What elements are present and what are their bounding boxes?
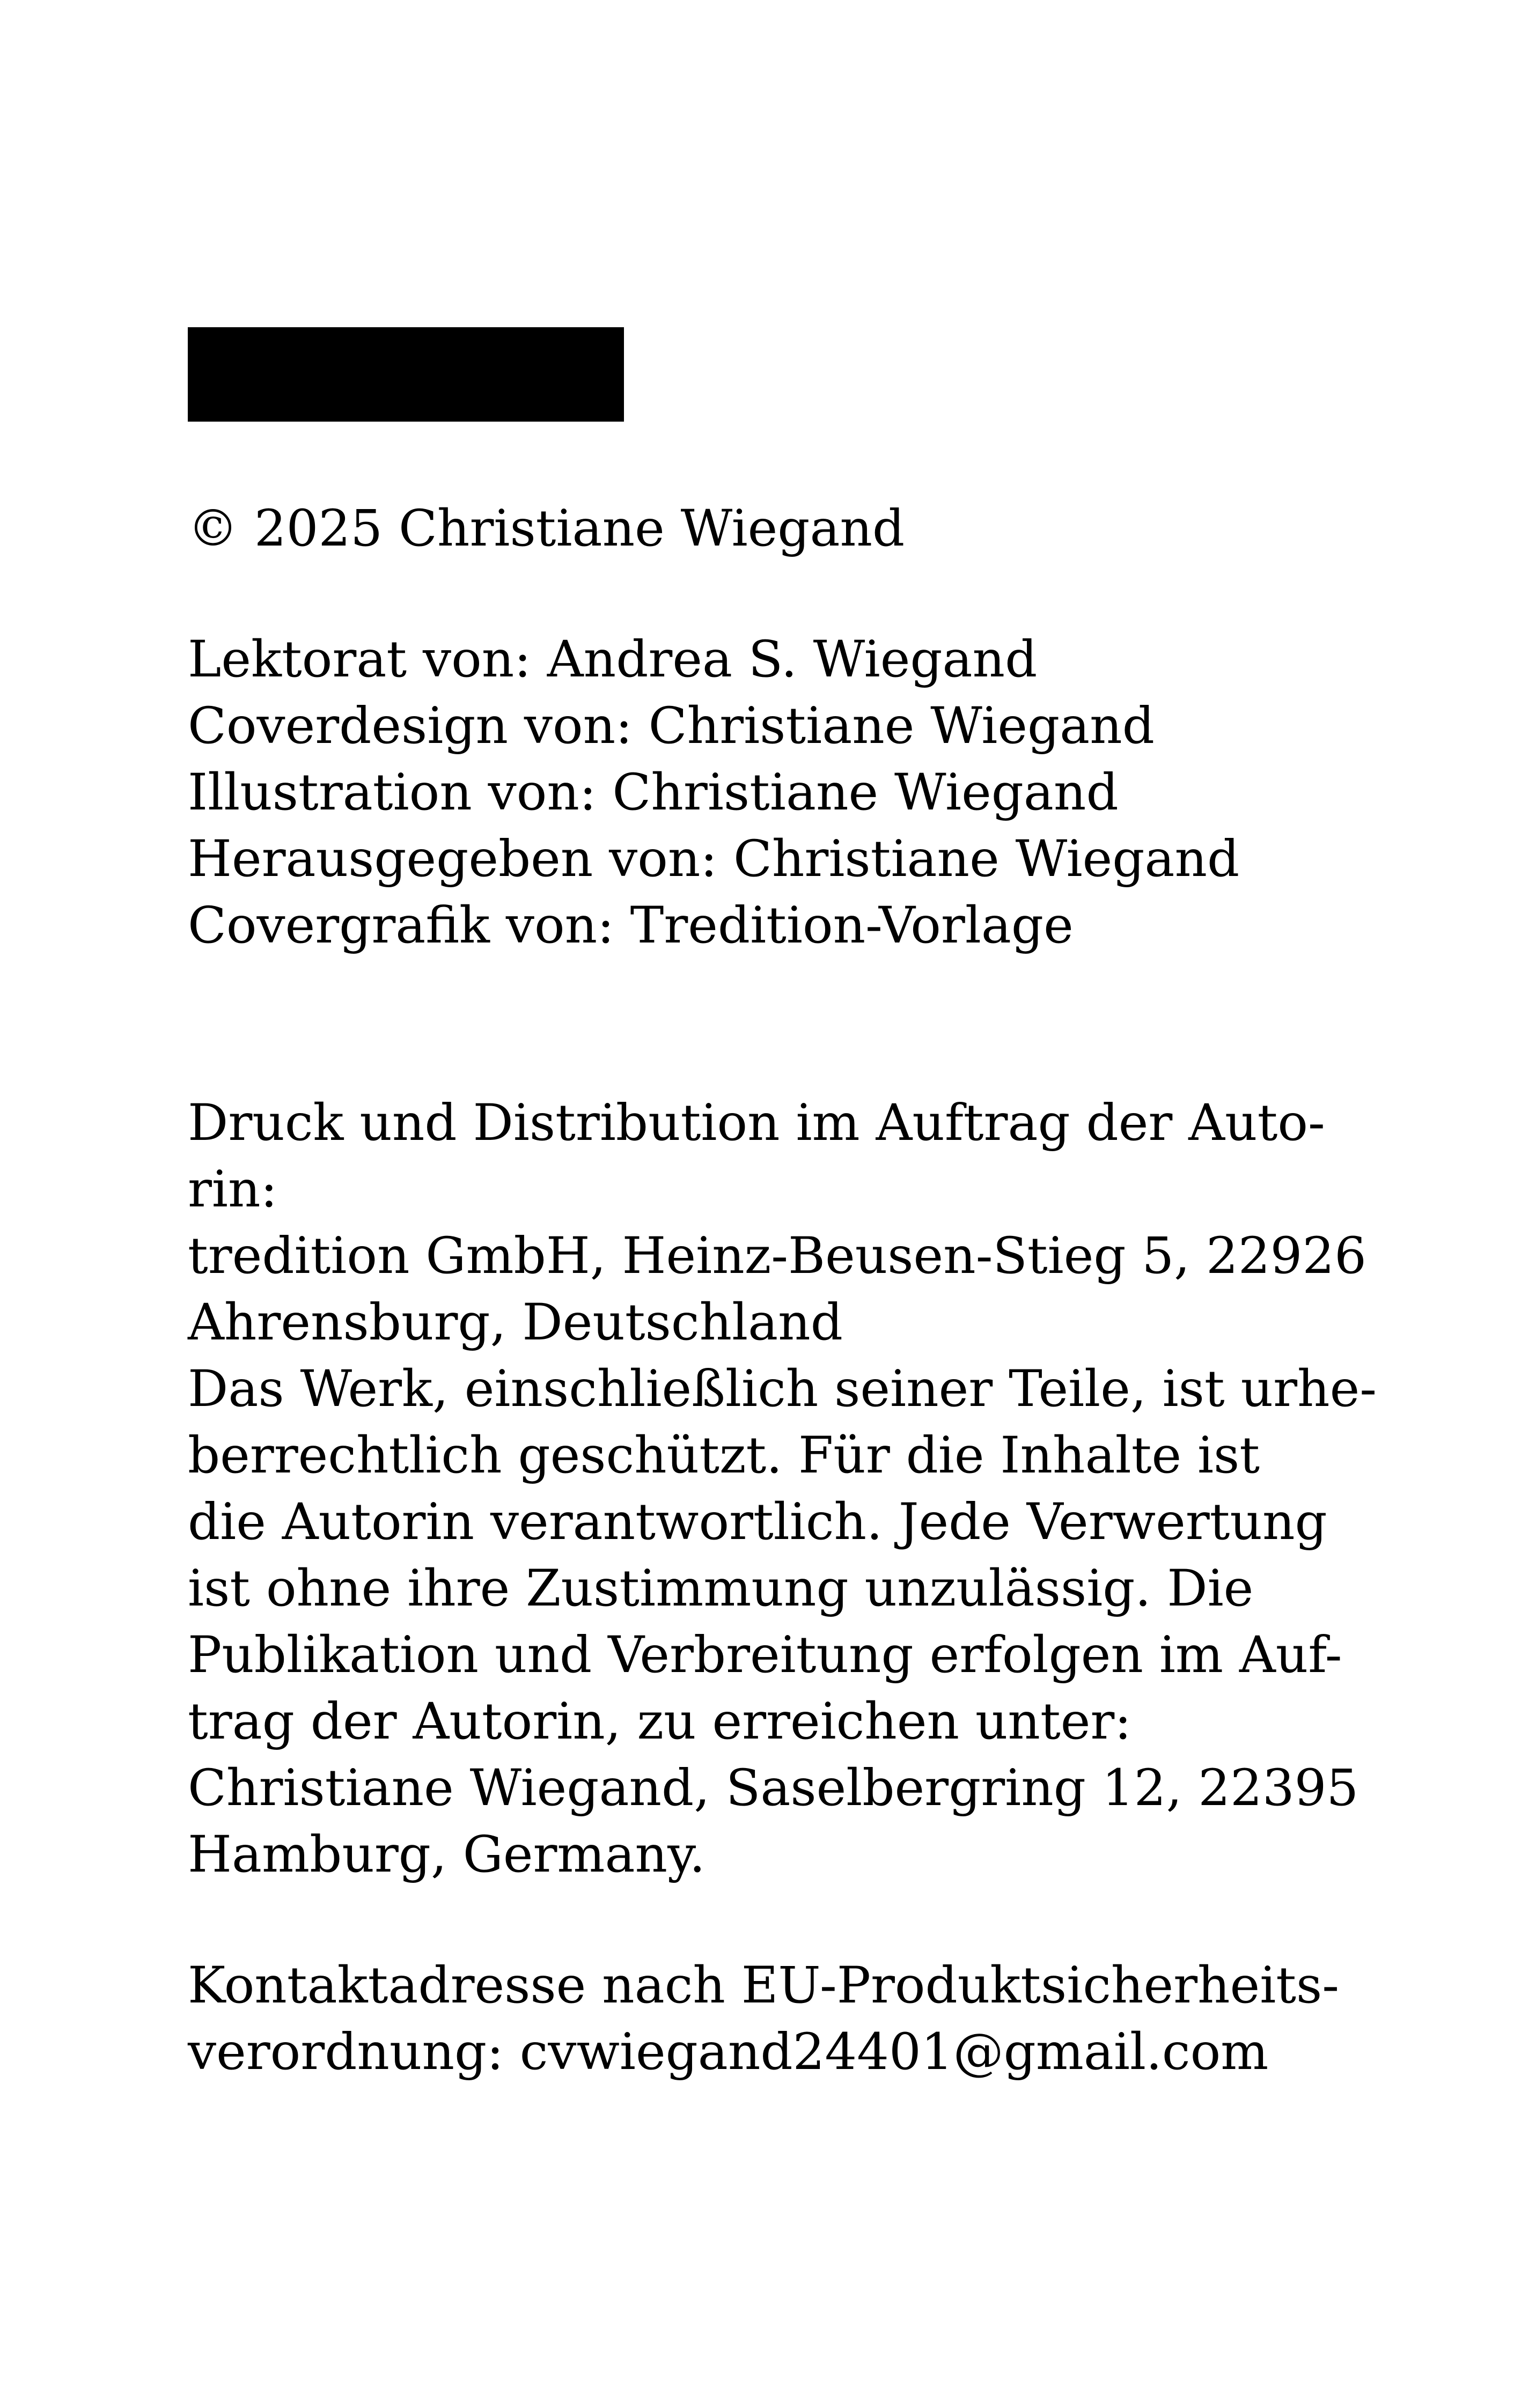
imprint-line: tredition GmbH, Heinz-Beusen-Stieg 5, 22926 xyxy=(188,1227,1366,1285)
credit-line: Covergrafik von: Tredition-Vorlage xyxy=(188,896,1074,955)
imprint-line: Das Werk, einschließlich seiner Teile, ist urhe- xyxy=(188,1360,1377,1418)
credit-line: Illustration von: Christiane Wiegand xyxy=(188,763,1119,822)
imprint-line: trag der Autorin, zu erreichen unter: xyxy=(188,1692,1131,1751)
imprint-line: rin: xyxy=(188,1160,278,1219)
imprint-line: ist ohne ihre Zustimmung unzulässig. Die xyxy=(188,1559,1254,1618)
contact-line: Kontaktadresse nach EU-Produktsicherheits- xyxy=(188,1956,1340,2015)
imprint-line: Publikation und Verbreitung erfolgen im Auf- xyxy=(188,1626,1342,1684)
imprint-line: Ahrensburg, Deutschland xyxy=(188,1293,843,1352)
credit-line: Coverdesign von: Christiane Wiegand xyxy=(188,697,1155,755)
credit-line: Herausgegeben von: Christiane Wiegand xyxy=(188,830,1240,888)
imprint-line: Hamburg, Germany. xyxy=(188,1825,706,1884)
contact-line: verordnung: cvwiegand24401@gmail.com xyxy=(188,2023,1269,2081)
imprint-line: Druck und Distribution im Auftrag der Auto- xyxy=(188,1094,1325,1152)
copyright-line: © 2025 Christiane Wiegand xyxy=(188,499,905,558)
credit-line: Lektorat von: Andrea S. Wiegand xyxy=(188,630,1038,689)
imprint-line: die Autorin verantwortlich. Jede Verwertung xyxy=(188,1493,1327,1551)
imprint-line: berrechtlich geschützt. Für die Inhalte ist xyxy=(188,1426,1260,1485)
imprint-line: Christiane Wiegand, Saselbergring 12, 22395 xyxy=(188,1759,1359,1817)
redaction-bar xyxy=(188,327,624,422)
